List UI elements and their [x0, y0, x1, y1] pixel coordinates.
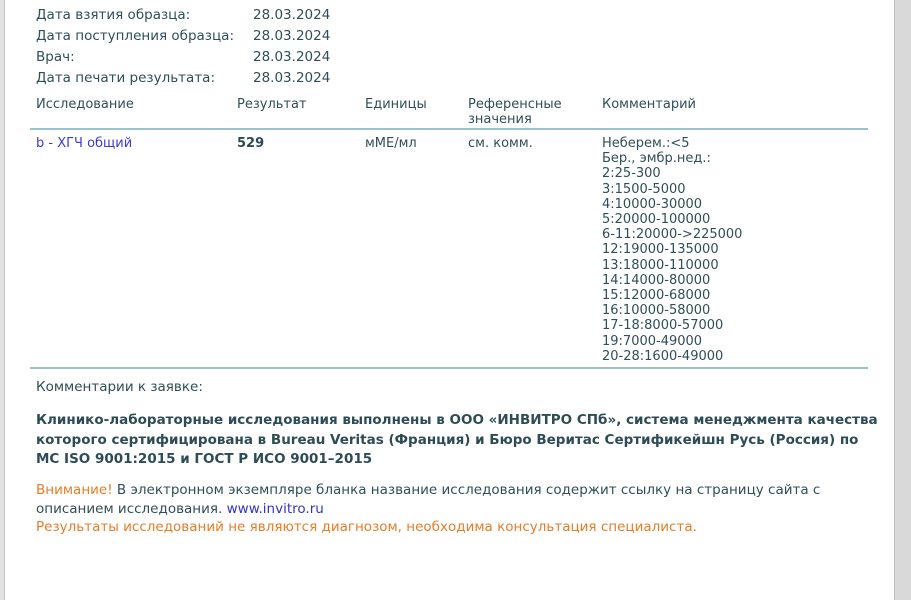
date-value: 28.03.2024 [253, 27, 331, 44]
test-reference: см. комм. [468, 136, 533, 151]
date-row [36, 67, 330, 88]
column-header-result: Результат [237, 97, 307, 112]
date-label: Дата взятия образца: [36, 6, 191, 23]
comment-line: 6-11:20000->225000 [602, 227, 743, 243]
comment-line: 19:7000-49000 [602, 333, 703, 349]
date-label: Врач: [36, 48, 75, 65]
attention-text: В электронном экземпляре бланка название исследования содержит ссылку на страницу сайта с описанием исследования. [36, 482, 821, 517]
page-left-edge [0, 0, 5, 600]
date-label: Дата поступления образца: [36, 27, 234, 44]
comment-line: 16:10000-58000 [602, 303, 711, 319]
comment-line: 2:25-300 [602, 166, 661, 182]
comment-line: 4:10000-30000 [602, 196, 703, 212]
test-name-link[interactable]: b - ХГЧ общий [36, 136, 133, 151]
table-bottom-divider [30, 367, 868, 369]
test-comment-list [602, 136, 902, 364]
date-row [36, 25, 330, 46]
column-header-reference: Референсные значения [468, 97, 562, 127]
date-value: 28.03.2024 [253, 48, 331, 65]
comment-line: 12:19000-135000 [602, 242, 719, 258]
comment-line: 3:1500-5000 [602, 181, 686, 197]
comment-line: 17-18:8000-57000 [602, 318, 724, 334]
test-result-value: 529 [237, 136, 265, 151]
table-header-divider [30, 128, 868, 130]
attention-label: Внимание! [36, 482, 113, 498]
comment-line: 15:12000-68000 [602, 288, 711, 304]
comment-line: 5:20000-100000 [602, 212, 711, 228]
date-value: 28.03.2024 [253, 6, 331, 23]
disclaimer-text: Результаты исследований не являются диагнозом, необходима консультация специалиста. [36, 519, 697, 535]
notice-block [36, 481, 898, 537]
sample-dates-block [36, 4, 330, 88]
comment-line: Неберем.:<5 [602, 136, 690, 151]
column-header-units: Единицы [365, 97, 427, 112]
invitro-site-link[interactable]: www.invitro.ru [226, 500, 324, 517]
certification-statement: Клинико-лабораторные исследования выполнены в ООО «ИНВИТРО СПб», система менеджмента качества которого сертифицирована в Bureau Veritas (Франция) и Бюро Веритас Сертификейшн Русь (Россия) по МС ISO 9001:2015 и ГОСТ Р ИСО 9001–2015 [36, 412, 878, 467]
request-comments-label: Комментарии к заявке: [36, 379, 203, 395]
date-label: Дата печати результата: [36, 69, 216, 86]
comment-line: 20-28:1600-49000 [602, 348, 724, 364]
comment-line: 14:14000-80000 [602, 272, 711, 288]
test-units: мМЕ/мл [365, 136, 417, 151]
column-header-study: Исследование [36, 97, 134, 112]
date-row [36, 46, 330, 67]
date-value: 28.03.2024 [253, 69, 331, 86]
comment-line: Бер., эмбр.нед.: [602, 151, 711, 167]
column-header-comment: Комментарий [602, 97, 696, 112]
date-row [36, 4, 330, 25]
comment-line: 13:18000-110000 [602, 257, 719, 273]
